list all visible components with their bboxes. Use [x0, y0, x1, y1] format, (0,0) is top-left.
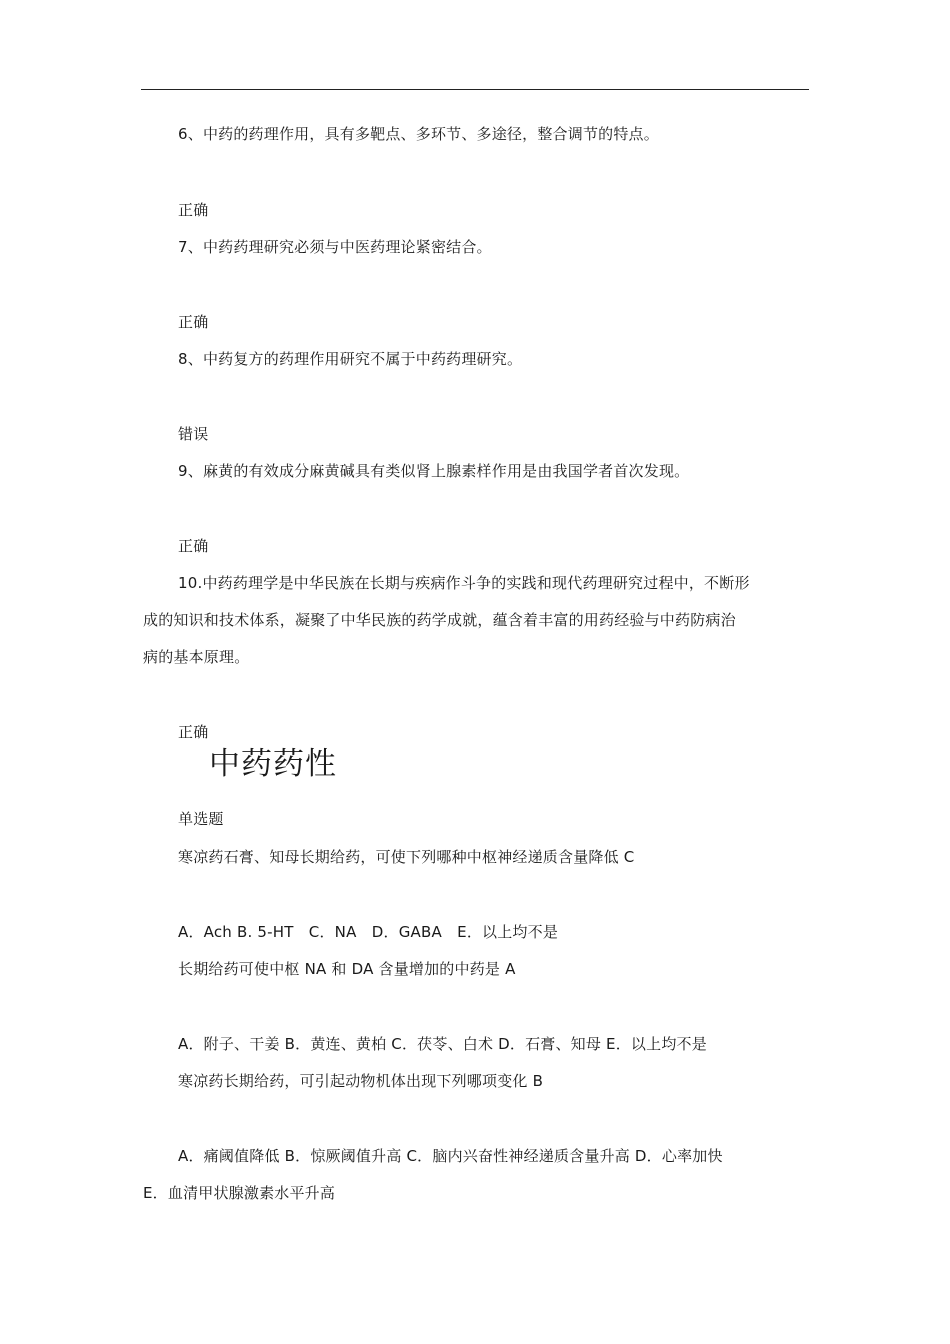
mcq-3-options-line-2: E．血清甲状腺激素水平升高 — [143, 1184, 336, 1202]
mcq-1-question: 寒凉药石膏、知母长期给药，可使下列哪种中枢神经递质含量降低 C — [178, 848, 635, 866]
mcq-2-question: 长期给药可使中枢 NA 和 DA 含量增加的中药是 A — [178, 960, 516, 978]
answer-10: 正确 — [178, 723, 209, 741]
question-10-line-3: 病的基本原理。 — [143, 648, 250, 666]
mcq-3-options-line-1: A．痛阈值降低 B．惊厥阈值升高 C．脑内兴奋性神经递质含量升高 D．心率加快 — [178, 1147, 723, 1165]
answer-9: 正确 — [178, 537, 209, 555]
question-6: 6、中药的药理作用，具有多靶点、多环节、多途径，整合调节的特点。 — [178, 125, 659, 143]
mcq-3-question: 寒凉药长期给药，可引起动物机体出现下列哪项变化 B — [178, 1072, 544, 1090]
section-title: 中药药性 — [209, 746, 337, 782]
question-type-label: 单选题 — [178, 810, 224, 828]
answer-7: 正确 — [178, 313, 209, 331]
question-10-line-2: 成的知识和技术体系，凝聚了中华民族的药学成就，蕴含着丰富的用药经验与中药防病治 — [143, 611, 736, 629]
mcq-1-options: A．Ach B. 5-HT C．NA D．GABA E．以上均不是 — [178, 923, 559, 941]
header-rule — [141, 89, 809, 90]
question-10-line-1: 10.中药药理学是中华民族在长期与疾病作斗争的实践和现代药理研究过程中，不断形 — [178, 574, 750, 592]
answer-8: 错误 — [178, 425, 209, 443]
question-9: 9、麻黄的有效成分麻黄碱具有类似肾上腺素样作用是由我国学者首次发现。 — [178, 462, 690, 480]
question-8: 8、中药复方的药理作用研究不属于中药药理研究。 — [178, 350, 523, 368]
mcq-2-options: A．附子、干姜 B．黄连、黄柏 C．茯苓、白术 D．石膏、知母 E．以上均不是 — [178, 1035, 707, 1053]
answer-6: 正确 — [178, 201, 209, 219]
question-7: 7、中药药理研究必须与中医药理论紧密结合。 — [178, 238, 492, 256]
